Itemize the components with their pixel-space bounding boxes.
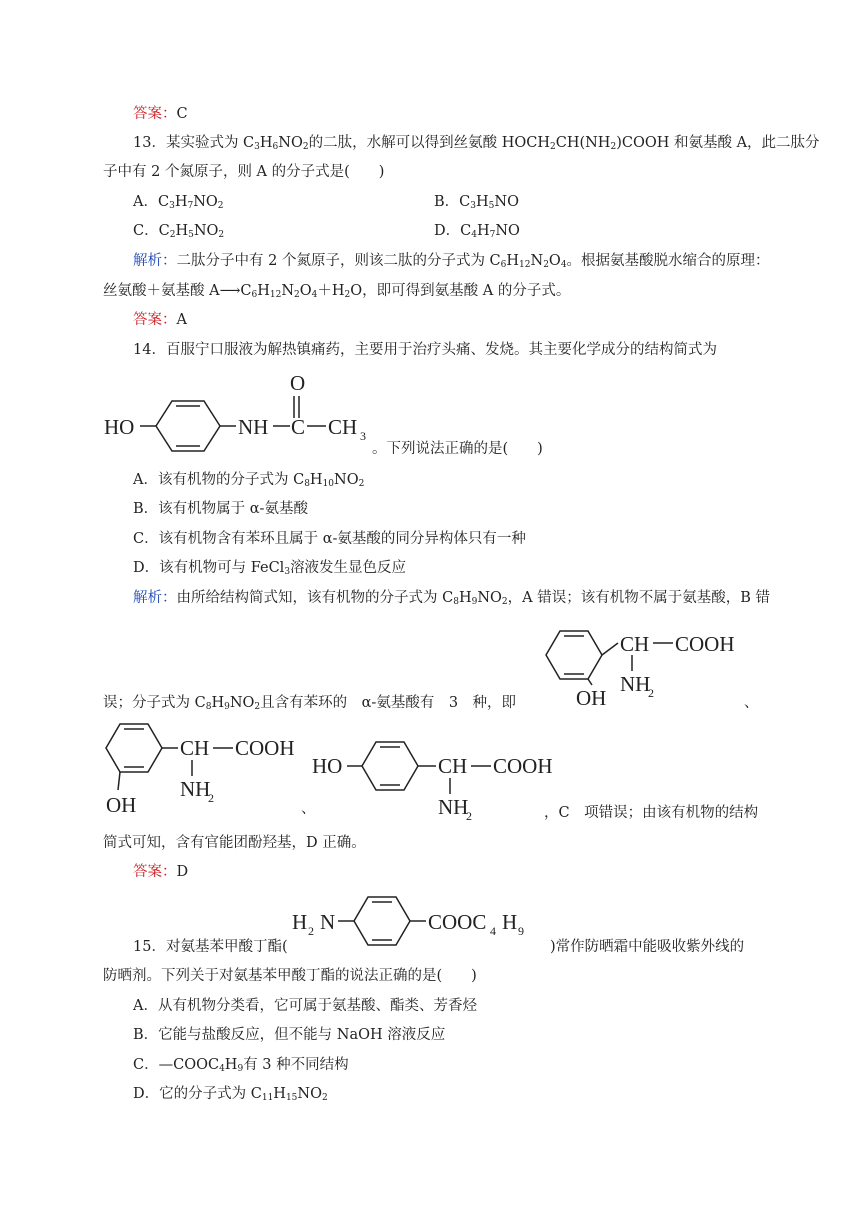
subscript: 4 bbox=[311, 290, 318, 300]
q15-option-c[interactable] bbox=[133, 1055, 349, 1075]
subscript: 2 bbox=[294, 290, 300, 300]
benzene-ring bbox=[362, 742, 418, 790]
q15-option-a[interactable]: A．从有机物分类看，它可属于氨基酸、酯类、芳香烃 bbox=[133, 998, 477, 1014]
atom-nh: NH bbox=[438, 795, 469, 819]
answer-label: 答案： bbox=[133, 312, 177, 328]
text: 由所给结构简式知，该有机物的分子式为 C bbox=[176, 590, 454, 606]
text: N bbox=[530, 253, 544, 269]
q14-analysis-line2 bbox=[103, 693, 516, 713]
subscript: 8 bbox=[304, 479, 310, 489]
q15-stem-line2: 防晒剂。下列关于对氨基苯甲酸丁酯的说法正确的是( ) bbox=[103, 968, 477, 984]
subscript: 9 bbox=[224, 702, 230, 712]
subscript: 4 bbox=[490, 924, 496, 938]
q14-analysis-line4: 简式可知，含有官能团酚羟基，D 正确。 bbox=[103, 835, 366, 851]
text: 丝氨酸＋氨基酸 A⟶C bbox=[103, 283, 252, 299]
atom-ho: HO bbox=[104, 415, 135, 439]
q14-option-b[interactable]: B．该有机物属于 α-氨基酸 bbox=[133, 501, 308, 517]
isomer-meta-structure bbox=[100, 722, 300, 822]
subscript: 7 bbox=[187, 201, 194, 211]
subscript: 2 bbox=[648, 686, 654, 700]
subscript: 2 bbox=[208, 791, 214, 805]
text: H bbox=[175, 223, 189, 239]
q14-stem-line1: 14．百服宁口服液为解热镇痛药，主要用于治疗头痛、发烧。其主要化学成分的结构简式为 bbox=[133, 342, 717, 358]
q13-analysis-line2 bbox=[103, 281, 570, 301]
q13-stem-line2: 子中有 2 个氮原子，则 A 的分子式是( ) bbox=[103, 164, 385, 180]
text: NO bbox=[193, 194, 218, 210]
answer-value: D bbox=[176, 864, 189, 880]
text: H bbox=[224, 1057, 238, 1073]
subscript: 9 bbox=[471, 597, 478, 607]
text: D．该有机物可与 FeCl bbox=[133, 560, 285, 576]
separator: 、 bbox=[744, 695, 759, 711]
subscript: 4 bbox=[219, 1064, 225, 1074]
text: NO bbox=[477, 590, 502, 606]
answer-value: C bbox=[176, 106, 188, 122]
benzene-ring bbox=[354, 897, 410, 945]
subscript: 6 bbox=[500, 260, 507, 270]
text: H bbox=[174, 194, 188, 210]
q13-option-a[interactable] bbox=[133, 192, 224, 212]
atom-cooh: COOH bbox=[493, 754, 553, 778]
subscript: 11 bbox=[261, 1093, 274, 1103]
text: 且含有苯环的 α-氨基酸有 3 种，即 bbox=[260, 695, 517, 711]
text: NO bbox=[494, 194, 519, 210]
text: O bbox=[548, 253, 561, 269]
text: A．C bbox=[133, 194, 170, 210]
text: NO bbox=[229, 695, 255, 711]
answer-label: 答案： bbox=[133, 864, 177, 880]
atom-cooc: COOC bbox=[428, 910, 487, 934]
text: C．—COOC bbox=[133, 1057, 220, 1073]
q15-stem-line1b: )常作防晒霜中能吸收紫外线的 bbox=[550, 939, 745, 955]
subscript: 3 bbox=[284, 567, 291, 577]
subscript: 12 bbox=[269, 290, 282, 300]
subscript: 2 bbox=[466, 809, 472, 823]
q15-option-d[interactable] bbox=[133, 1084, 328, 1104]
subscript: 2 bbox=[308, 924, 314, 938]
text: O，即可得到氨基酸 A 的分子式。 bbox=[350, 283, 571, 299]
subscript: 3 bbox=[360, 429, 366, 443]
q15-stem-line1a: 15．对氨基苯甲酸丁酯( bbox=[133, 939, 288, 955]
separator: 、 bbox=[301, 801, 316, 817]
text: B．C bbox=[434, 194, 471, 210]
atom-nh: NH bbox=[238, 415, 269, 439]
subscript: 2 bbox=[543, 260, 549, 270]
text: H bbox=[458, 590, 472, 606]
atom-nh: NH bbox=[620, 672, 651, 696]
subscript: 2 bbox=[344, 290, 351, 300]
q12-answer bbox=[133, 104, 188, 124]
text: N bbox=[281, 283, 294, 299]
text: NO bbox=[193, 223, 219, 239]
subscript: 2 bbox=[302, 142, 309, 152]
subscript: 2 bbox=[321, 1093, 328, 1103]
subscript: 8 bbox=[453, 597, 459, 607]
atom-ch: CH bbox=[328, 415, 358, 439]
subscript: 8 bbox=[205, 702, 212, 712]
answer-label: 答案： bbox=[133, 106, 177, 122]
bond bbox=[588, 679, 592, 685]
subscript: 2 bbox=[501, 597, 508, 607]
atom-cooh: COOH bbox=[235, 736, 295, 760]
paracetamol-structure bbox=[100, 368, 380, 463]
text: H bbox=[259, 135, 273, 151]
subscript: 5 bbox=[488, 201, 495, 211]
benzene-ring bbox=[156, 401, 220, 451]
text: H bbox=[211, 695, 225, 711]
subscript: 2 bbox=[549, 142, 556, 152]
atom-nh: NH bbox=[180, 777, 211, 801]
q14-option-a[interactable] bbox=[133, 470, 364, 490]
text: C．C bbox=[133, 223, 170, 239]
q13-option-c[interactable] bbox=[133, 221, 224, 241]
subscript: 15 bbox=[285, 1093, 298, 1103]
subscript: 2 bbox=[358, 479, 365, 489]
text: NO bbox=[334, 472, 359, 488]
atom-n: N bbox=[320, 910, 336, 934]
q13-answer bbox=[133, 310, 187, 330]
q13-stem-line1 bbox=[133, 133, 820, 153]
subscript: 3 bbox=[169, 201, 175, 211]
atom-o: O bbox=[290, 371, 306, 395]
subscript: 2 bbox=[169, 230, 176, 240]
q14-answer bbox=[133, 862, 188, 882]
subscript: 9 bbox=[237, 1064, 244, 1074]
text: 溶液发生显色反应 bbox=[290, 560, 407, 576]
text: 13．某实验式为 C bbox=[133, 135, 255, 151]
butyl-aminobenzoate-structure bbox=[290, 893, 560, 949]
text: A．该有机物的分子式为 C bbox=[133, 472, 305, 488]
atom-h: H bbox=[502, 910, 518, 934]
subscript: 3 bbox=[254, 142, 260, 152]
subscript: 2 bbox=[218, 230, 225, 240]
text: H bbox=[257, 283, 270, 299]
subscript: 2 bbox=[217, 201, 224, 211]
subscript: 2 bbox=[254, 702, 261, 712]
answer-value: A bbox=[176, 312, 187, 328]
text: H bbox=[476, 223, 490, 239]
atom-ch: CH bbox=[620, 632, 650, 656]
analysis-label: 解析： bbox=[133, 590, 177, 606]
q13-analysis-line1 bbox=[133, 251, 770, 271]
isomer-ortho-structure bbox=[540, 615, 770, 710]
bond bbox=[602, 643, 618, 655]
q14-option-d[interactable] bbox=[133, 558, 406, 578]
q13-option-d[interactable] bbox=[434, 221, 520, 241]
bond bbox=[118, 772, 120, 790]
q13-option-b[interactable] bbox=[434, 192, 519, 212]
subscript: 4 bbox=[471, 230, 477, 240]
q14-stem-line2: 。下列说法正确的是( ) bbox=[372, 441, 543, 457]
text: H bbox=[309, 472, 323, 488]
subscript: 9 bbox=[518, 924, 524, 938]
text: H bbox=[506, 253, 520, 269]
subscript: 5 bbox=[188, 230, 194, 240]
subscript: 10 bbox=[322, 479, 335, 489]
q15-option-b[interactable]: B．它能与盐酸反应，但不能与 NaOH 溶液反应 bbox=[133, 1027, 446, 1043]
text: 。根据氨基酸脱水缩合的原理： bbox=[566, 253, 770, 269]
subscript: 2 bbox=[610, 142, 617, 152]
subscript: 6 bbox=[272, 142, 279, 152]
atom-ch: CH bbox=[438, 754, 468, 778]
text: NO bbox=[495, 223, 520, 239]
text: O bbox=[299, 283, 312, 299]
text: 有 3 种不同结构 bbox=[243, 1057, 349, 1073]
benzene-ring bbox=[106, 724, 162, 772]
atom-h: H bbox=[292, 910, 308, 934]
subscript: 6 bbox=[251, 290, 258, 300]
text: NO bbox=[297, 1086, 322, 1102]
q14-analysis-line3: ，C 项错误；由该有机物的结构 bbox=[544, 805, 759, 821]
text: CH(NH bbox=[555, 135, 611, 151]
isomer-para-structure bbox=[310, 738, 560, 823]
atom-oh: OH bbox=[576, 686, 607, 710]
text: 的二肽，水解可以得到丝氨酸 HOCH bbox=[308, 135, 550, 151]
text: H bbox=[273, 1086, 286, 1102]
benzene-ring bbox=[546, 631, 602, 679]
subscript: 12 bbox=[519, 260, 531, 270]
atom-ch: CH bbox=[180, 736, 210, 760]
text: H bbox=[475, 194, 489, 210]
text: ＋H bbox=[317, 283, 345, 299]
text: ，A 错误；该有机物不属于氨基酸，B 错 bbox=[507, 590, 770, 606]
atom-cooh: COOH bbox=[675, 632, 735, 656]
text: D．它的分子式为 C bbox=[133, 1086, 262, 1102]
subscript: 7 bbox=[489, 230, 496, 240]
analysis-label: 解析： bbox=[133, 253, 177, 269]
q14-analysis-line1 bbox=[133, 588, 770, 608]
atom-c: C bbox=[291, 415, 306, 439]
atom-ho: HO bbox=[312, 754, 343, 778]
subscript: 3 bbox=[470, 201, 476, 211]
q14-option-c[interactable]: C．该有机物含有苯环且属于 α-氨基酸的同分异构体只有一种 bbox=[133, 531, 526, 547]
subscript: 4 bbox=[560, 260, 567, 270]
text: D．C bbox=[434, 223, 472, 239]
text: )COOH 和氨基酸 A，此二肽分 bbox=[616, 135, 820, 151]
text: NO bbox=[278, 135, 303, 151]
atom-oh: OH bbox=[106, 793, 137, 817]
text: 误；分子式为 C bbox=[103, 695, 206, 711]
text: 二肽分子中有 2 个氮原子，则该二肽的分子式为 C bbox=[176, 253, 501, 269]
